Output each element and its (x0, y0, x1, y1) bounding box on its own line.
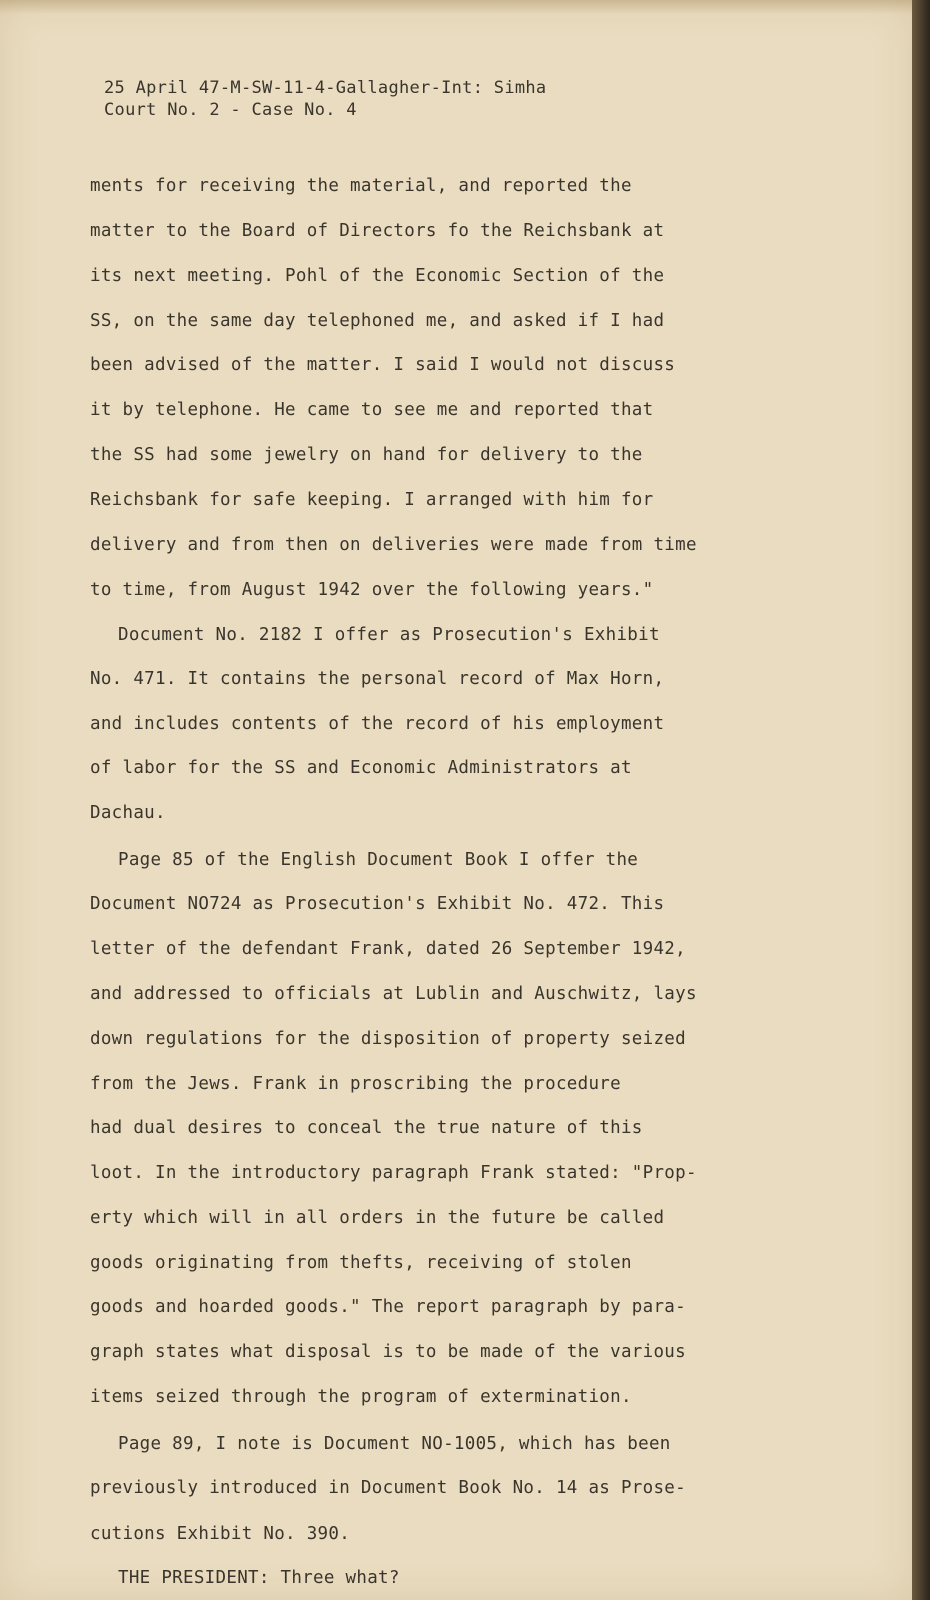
body-line-16: Page 85 of the English Document Book I offer the (118, 850, 639, 870)
body-line-30: previously introduced in Document Book No. 14 as Prose- (90, 1478, 686, 1498)
body-line-19: and addressed to officials at Lublin and Auschwitz, lays (90, 984, 697, 1004)
body-line-24: erty which will in all orders in the future be called (90, 1208, 665, 1228)
body-line-31: cutions Exhibit No. 390. (90, 1524, 351, 1544)
body-line-9: delivery and from then on deliveries were made from time (90, 535, 697, 555)
body-line-22: had dual desires to conceal the true nature of this (90, 1118, 643, 1138)
body-line-7: the SS had some jewelry on hand for delivery to the (90, 445, 643, 465)
body-line-8: Reichsbank for safe keeping. I arranged with him for (90, 490, 654, 510)
body-line-4: SS, on the same day telephoned me, and asked if I had (90, 311, 665, 331)
header-line-1: 25 April 47-M-SW-11-4-Gallagher-Int: Simha (104, 78, 547, 98)
body-line-20: down regulations for the disposition of property seized (90, 1029, 686, 1049)
body-line-18: letter of the defendant Frank, dated 26 September 1942, (90, 939, 686, 959)
body-line-15: Dachau. (90, 803, 166, 823)
body-line-27: graph states what disposal is to be made of the various (90, 1342, 686, 1362)
body-line-28: items seized through the program of extermination. (90, 1387, 632, 1407)
scan-edge (912, 0, 930, 1600)
body-line-13: and includes contents of the record of his employment (90, 714, 665, 734)
body-line-26: goods and hoarded goods." The report paragraph by para- (90, 1297, 686, 1317)
body-line-1: ments for receiving the material, and reported the (90, 176, 632, 196)
body-line-5: been advised of the matter. I said I would not discuss (90, 355, 676, 375)
header-line-2: Court No. 2 - Case No. 4 (104, 100, 357, 120)
body-line-10: to time, from August 1942 over the following years." (90, 580, 654, 600)
body-line-17: Document NO724 as Prosecution's Exhibit No. 472. This (90, 894, 665, 914)
body-line-21: from the Jews. Frank in proscribing the procedure (90, 1074, 621, 1094)
body-line-25: goods originating from thefts, receiving of stolen (90, 1253, 632, 1273)
body-line-11: Document No. 2182 I offer as Prosecution's Exhibit (118, 625, 660, 645)
body-line-2: matter to the Board of Directors fo the Reichsbank at (90, 221, 665, 241)
body-line-23: loot. In the introductory paragraph Frank stated: "Prop- (90, 1163, 697, 1183)
body-line-32: THE PRESIDENT: Three what? (118, 1568, 400, 1588)
body-line-14: of labor for the SS and Economic Administrators at (90, 758, 632, 778)
body-line-6: it by telephone. He came to see me and reported that (90, 400, 654, 420)
paper-stain (0, 0, 912, 14)
body-line-12: No. 471. It contains the personal record of Max Horn, (90, 669, 665, 689)
body-line-29: Page 89, I note is Document NO-1005, which has been (118, 1434, 671, 1454)
body-line-3: its next meeting. Pohl of the Economic Section of the (90, 266, 665, 286)
